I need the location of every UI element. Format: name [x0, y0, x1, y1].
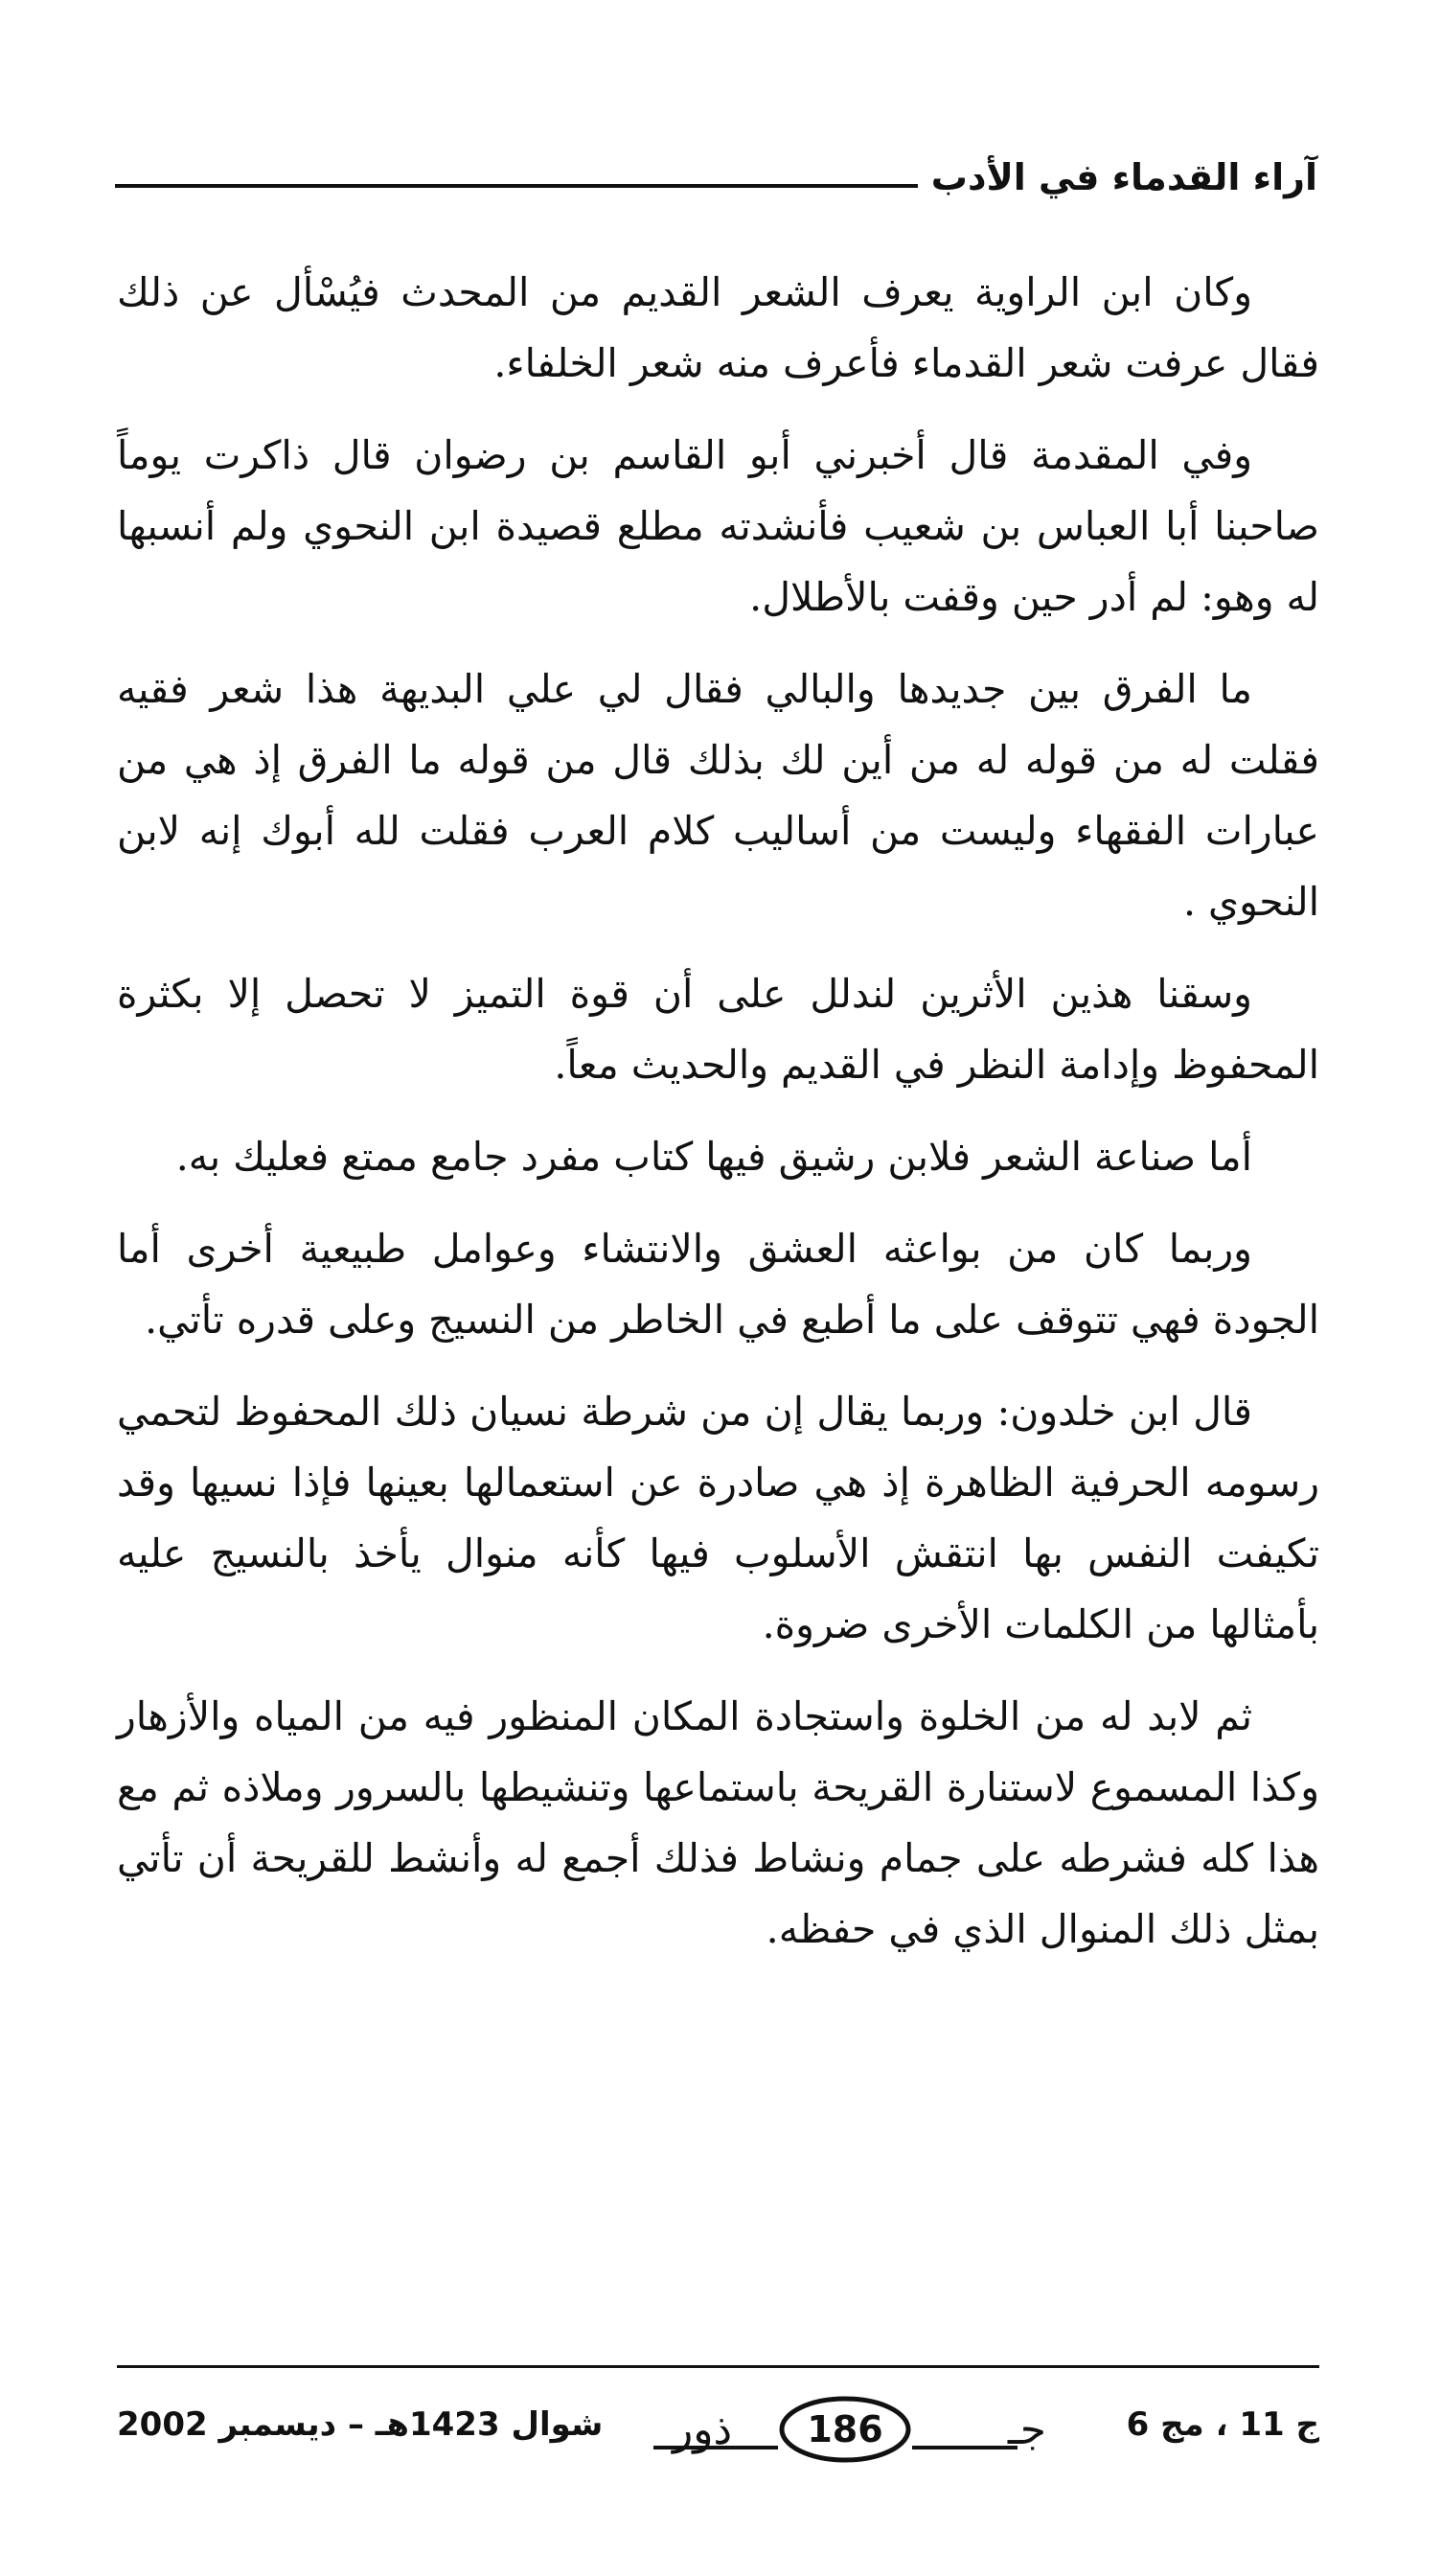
paragraph-5: أما صناعة الشعر فلابن رشيق فيها كتاب مفرد جامع ممتع فعليك به.: [175, 1134, 1252, 1180]
paragraph-1: وكان ابن الراوية يعرف الشعر القديم من المحدث فيُسْأل عن ذلك فقال عرفت شعر القدماء فأعرف منه شعر الخلفاء.: [117, 269, 1319, 386]
svg-text:جـ: جـ: [1007, 2405, 1046, 2454]
header-rule: [115, 184, 918, 188]
journal-logo: [634, 2388, 1094, 2474]
paragraph-8: ثم لابد له من الخلوة واستجادة المكان المنظور فيه من المياه والأزهار وكذا المسموع لاستنارة القريحة باستماعها وتنشيطها بالسرور وملاذه ثم مع هذا كله فشرطه على جمام ونشاط فذلك أجمع له وأنشط للقريحة أن تأتي بمثل ذلك المنوال الذي في حفظه.: [117, 1693, 1319, 1952]
footer-rule: [117, 2365, 1319, 2368]
paragraph-6: وربما كان من بواعثه العشق والانتشاء وعوامل طبيعية أخرى أما الجودة فهي تتوقف على ما أطبع في الخاطر من النسيج وعلى قدره تأتي.: [117, 1226, 1319, 1343]
issue-reference: ج 11 ، مج 6: [1126, 2405, 1319, 2444]
issue-date: شوال 1423هـ – ديسمبر 2002: [117, 2405, 604, 2444]
paragraph-7: قال ابن خلدون: وربما يقال إن من شرطة نسيان ذلك المحفوظ لتحمي رسومه الحرفية الظاهرة إذ هي صادرة عن استعمالها بعينها فإذا نسيها وقد تكيفت النفس بها انتقش الأسلوب فيها كأنه منوال يأخذ بالنسيج عليه بأمثالها من الكلمات الأخرى ضروة.: [117, 1389, 1319, 1647]
paragraph-2: وفي المقدمة قال أخبرني أبو القاسم بن رضوان قال ذاكرت يوماً صاحبنا أبا العباس بن شعيب فأنشدته مطلع قصيدة ابن النحوي ولم أنسبها له وهو: لم أدر حين وقفت بالأطلال.: [117, 432, 1319, 620]
running-header: [115, 144, 1317, 211]
svg-text:ذور: ذور: [673, 2405, 733, 2454]
paragraph-4: وسقنا هذين الأثرين لندلل على أن قوة التميز لا تحصل إلا بكثرة المحفوظ وإدامة النظر في القديم والحديث معاً.: [117, 971, 1319, 1088]
paragraph-3: ما الفرق بين جديدها والبالي فقال لي علي البديهة هذا شعر فقيه فقلت له من قوله له من أين لك بذلك قال من قوله ما الفرق إذ هي من عبارات الفقهاء وليست من أساليب كلام العرب فقلت لله أبوك إنه لابن النحوي .: [117, 666, 1319, 925]
page-number: 186: [807, 2408, 883, 2450]
article-body: [117, 257, 1319, 1986]
header-title: آراء القدماء في الأدب: [930, 156, 1317, 198]
page-footer: [117, 2388, 1319, 2474]
